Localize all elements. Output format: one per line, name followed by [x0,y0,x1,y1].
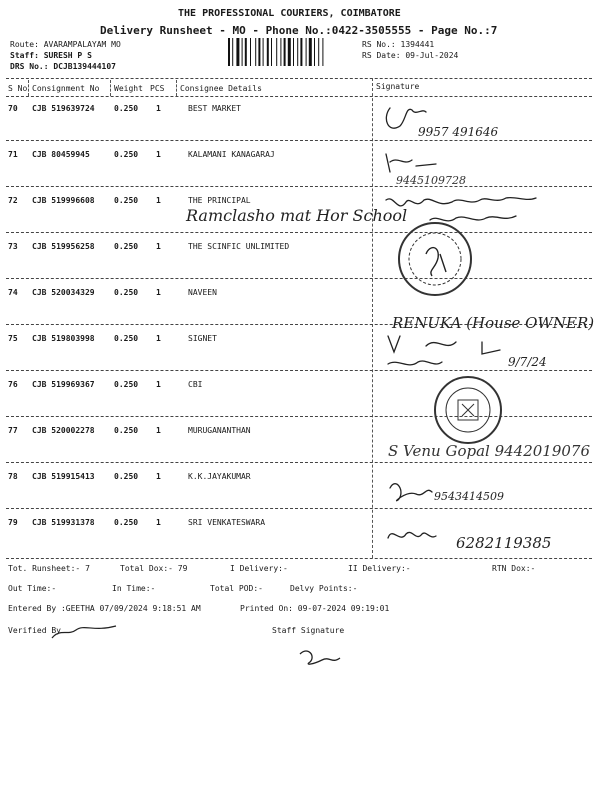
out-time: Out Time:- [8,584,57,593]
ii-delivery: II Delivery:- [348,564,411,573]
verified-signature [50,618,120,644]
in-time: In Time:- [112,584,156,593]
barcode-bar [271,38,272,66]
col-consignee: Consignee Details [180,84,262,93]
barcode-bar [322,38,323,66]
row-consignment: CJB 519969367 [32,380,95,389]
barcode-bar [300,38,302,66]
barcode-bar [255,38,256,66]
i-delivery: I Delivery:- [230,564,288,573]
row-weight: 0.250 [114,380,139,389]
row-consignment: CJB 519996608 [32,196,95,205]
row-consignee: BEST MARKET [188,104,241,113]
total-pod: Total POD:- [210,584,263,593]
barcode-bar [263,38,264,66]
barcode-bar [232,38,233,66]
barcode-bar [245,38,247,66]
row-consignee: MURUGANANTHAN [188,426,251,435]
entered-by: Entered By :GEETHA 07/09/2024 9:18:51 AM [8,604,201,613]
barcode-bar [306,38,307,66]
barcode-bar [250,38,251,66]
row-sno: 78 [8,472,18,481]
row-weight: 0.250 [114,472,139,481]
sig-75-date: 9/7/24 [508,355,547,369]
row-consignee: THE PRINCIPAL [188,196,251,205]
barcode-bar [228,38,230,66]
col-pcs: PCS [150,84,165,93]
scientific-stamp [398,222,472,296]
verified-by: Verified By [8,626,61,635]
row-pcs: 1 [156,518,161,527]
sig-78-number: 9543414509 [434,490,504,503]
barcode-bar [293,38,294,66]
row-pcs: 1 [156,242,161,251]
runsheet-title: Delivery Runsheet - MO - Phone No.:0422-3505555 - Page No.:7 [100,24,498,37]
row-weight: 0.250 [114,104,139,113]
staff-signature-label: Staff Signature [272,626,345,635]
row-weight: 0.250 [114,242,139,251]
barcode-bar [236,38,239,66]
barcode-bar [318,38,319,66]
col-weight: Weight [114,84,143,93]
delvy-points: Delvy Points:- [290,584,358,593]
tot-runsheet: Tot. Runsheet:- 7 [8,564,90,573]
cbi-stamp [434,376,502,444]
row-pcs: 1 [156,104,161,113]
row-weight: 0.250 [114,150,139,159]
barcode-bar [276,38,277,66]
barcode-bar [280,38,281,66]
row-consignment: CJB 80459945 [32,150,90,159]
row-consignee: THE SCINFIC UNLIMITED [188,242,290,251]
row-sno: 73 [8,242,18,251]
row-consignment: CJB 519956258 [32,242,95,251]
drs-label: DRS No.: DCJB139444107 [10,62,116,71]
staff-signature [296,640,346,670]
row-weight: 0.250 [114,288,139,297]
principal-handwritten-note: Ramclasho mat Hor School [186,206,408,225]
row-consignment: CJB 519931378 [32,518,95,527]
rtn-dox: RTN Dox:- [492,564,536,573]
staff-label: Staff: SURESH P S [10,51,92,60]
row-pcs: 1 [156,150,161,159]
sig-79-number: 6282119385 [456,534,552,552]
row-weight: 0.250 [114,334,139,343]
row-weight: 0.250 [114,426,139,435]
barcode-bar [258,38,260,66]
row-consignee: NAVEEN [188,288,217,297]
row-sno: 70 [8,104,18,113]
row-pcs: 1 [156,426,161,435]
barcode-bar [297,38,298,66]
row-consignee: KALAMANI KANAGARAJ [188,150,275,159]
row-pcs: 1 [156,334,161,343]
barcode [228,38,354,66]
printed-on: Printed On: 09-07-2024 09:19:01 [240,604,390,613]
row-weight: 0.250 [114,196,139,205]
row-consignee: SRI VENKATESWARA [188,518,266,527]
row-sno: 76 [8,380,18,389]
row-sno: 79 [8,518,18,527]
row-consignment: CJB 520034329 [32,288,95,297]
col-sno: S No [8,84,28,93]
row-consignment: CJB 520002278 [32,426,95,435]
row-sno: 75 [8,334,18,343]
row-consignment: CJB 519915413 [32,472,95,481]
row-sno: 74 [8,288,18,297]
barcode-bar [288,38,291,66]
row-weight: 0.250 [114,518,139,527]
barcode-bar [267,38,269,66]
row-pcs: 1 [156,288,161,297]
row-sno: 77 [8,426,18,435]
sig-77-name: S Venu Gopal 9442019076 [388,442,591,460]
row-consignee: K.K.JAYAKUMAR [188,472,251,481]
sig-74-renuka: RENUKA (House OWNER) [392,314,595,332]
company-title: THE PROFESSIONAL COURIERS, COIMBATORE [178,8,401,19]
col-signature: Signature [376,82,420,91]
row-consignment: CJB 519639724 [32,104,95,113]
rs-date-label: RS Date: 09-Jul-2024 [362,51,459,60]
row-sno: 72 [8,196,18,205]
barcode-bar [284,38,286,66]
route-label: Route: AVARAMPALAYAM MO [10,40,121,49]
barcode-bar [314,38,315,66]
barcode-bar [242,38,243,66]
row-consignee: SIGNET [188,334,217,343]
row-pcs: 1 [156,380,161,389]
row-pcs: 1 [156,196,161,205]
sig-71-number: 9445109728 [396,174,466,187]
col-consignment: Consignment No [32,84,100,93]
total-dox: Total Dox:- 79 [120,564,188,573]
signature-column [376,96,596,556]
rs-no-label: RS No.: 1394441 [362,40,435,49]
row-consignment: CJB 519803998 [32,334,95,343]
row-sno: 71 [8,150,18,159]
row-pcs: 1 [156,472,161,481]
row-consignee: CBI [188,380,203,389]
sig-70-number: 9957 491646 [418,125,499,139]
barcode-bar [309,38,312,66]
